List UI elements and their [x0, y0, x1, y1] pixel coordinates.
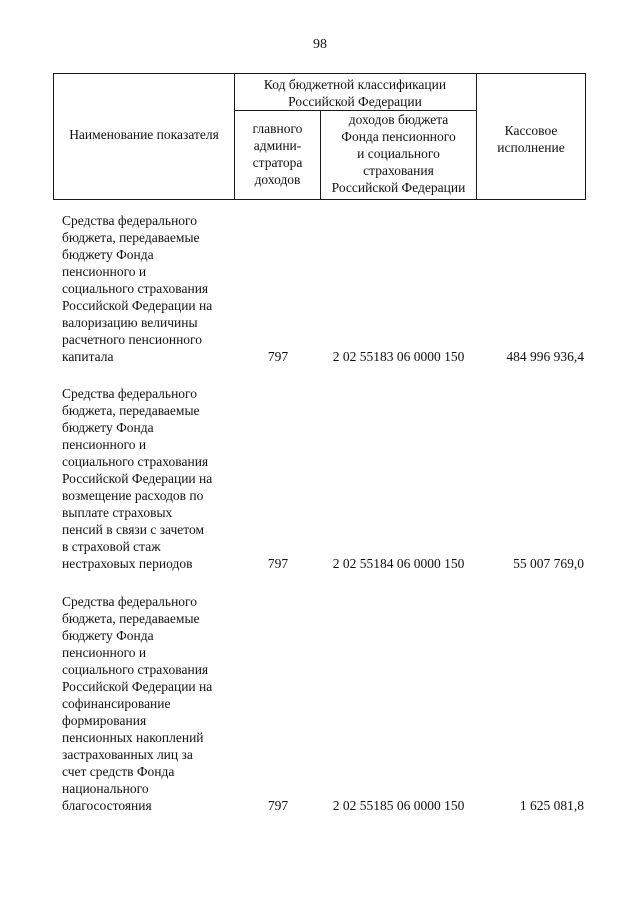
row-budget-code: 2 02 55183 06 0000 150 [332, 349, 465, 364]
row-amount: 1 625 081,8 [519, 798, 584, 813]
column-header-revenue-code: доходов бюджета Фонда пенсионного и социального страхования Российской Федерации [331, 112, 466, 195]
row-admin-code: 797 [267, 556, 289, 571]
column-header-name: Наименование показателя [69, 127, 219, 142]
column-header-admin: главного админи- стратора доходов [252, 121, 303, 187]
row-name: Средства федерального бюджета, передаваемые бюджету Фонда пенсионного и социального страхования Российской Федерации на валоризацию величины расчетного пенсионного капитала [62, 213, 213, 364]
column-header-amount: Кассовое исполнение [497, 123, 565, 155]
table-header [53, 73, 586, 200]
row-budget-code: 2 02 55185 06 0000 150 [332, 798, 465, 813]
row-amount: 484 996 936,4 [506, 349, 584, 364]
row-name: Средства федерального бюджета, передаваемые бюджету Фонда пенсионного и социального страхования Российской Федерации на софинансирование формирования пенсионных накоплений застрахованных лиц за счет средств Фонда национального благосостояния [62, 594, 213, 813]
row-budget-code: 2 02 55184 06 0000 150 [332, 556, 465, 571]
page-number: 98 [313, 37, 327, 52]
row-admin-code: 797 [267, 798, 289, 813]
column-group-budget-code: Код бюджетной классификации Российской Федерации [263, 77, 447, 109]
row-admin-code: 797 [267, 349, 289, 364]
row-name: Средства федерального бюджета, передаваемые бюджету Фонда пенсионного и социального страхования Российской Федерации на возмещение расходов по выплате страховых пенсий в связи с зачетом в страховой стаж нестраховых периодов [62, 386, 213, 571]
row-amount: 55 007 769,0 [513, 556, 584, 571]
